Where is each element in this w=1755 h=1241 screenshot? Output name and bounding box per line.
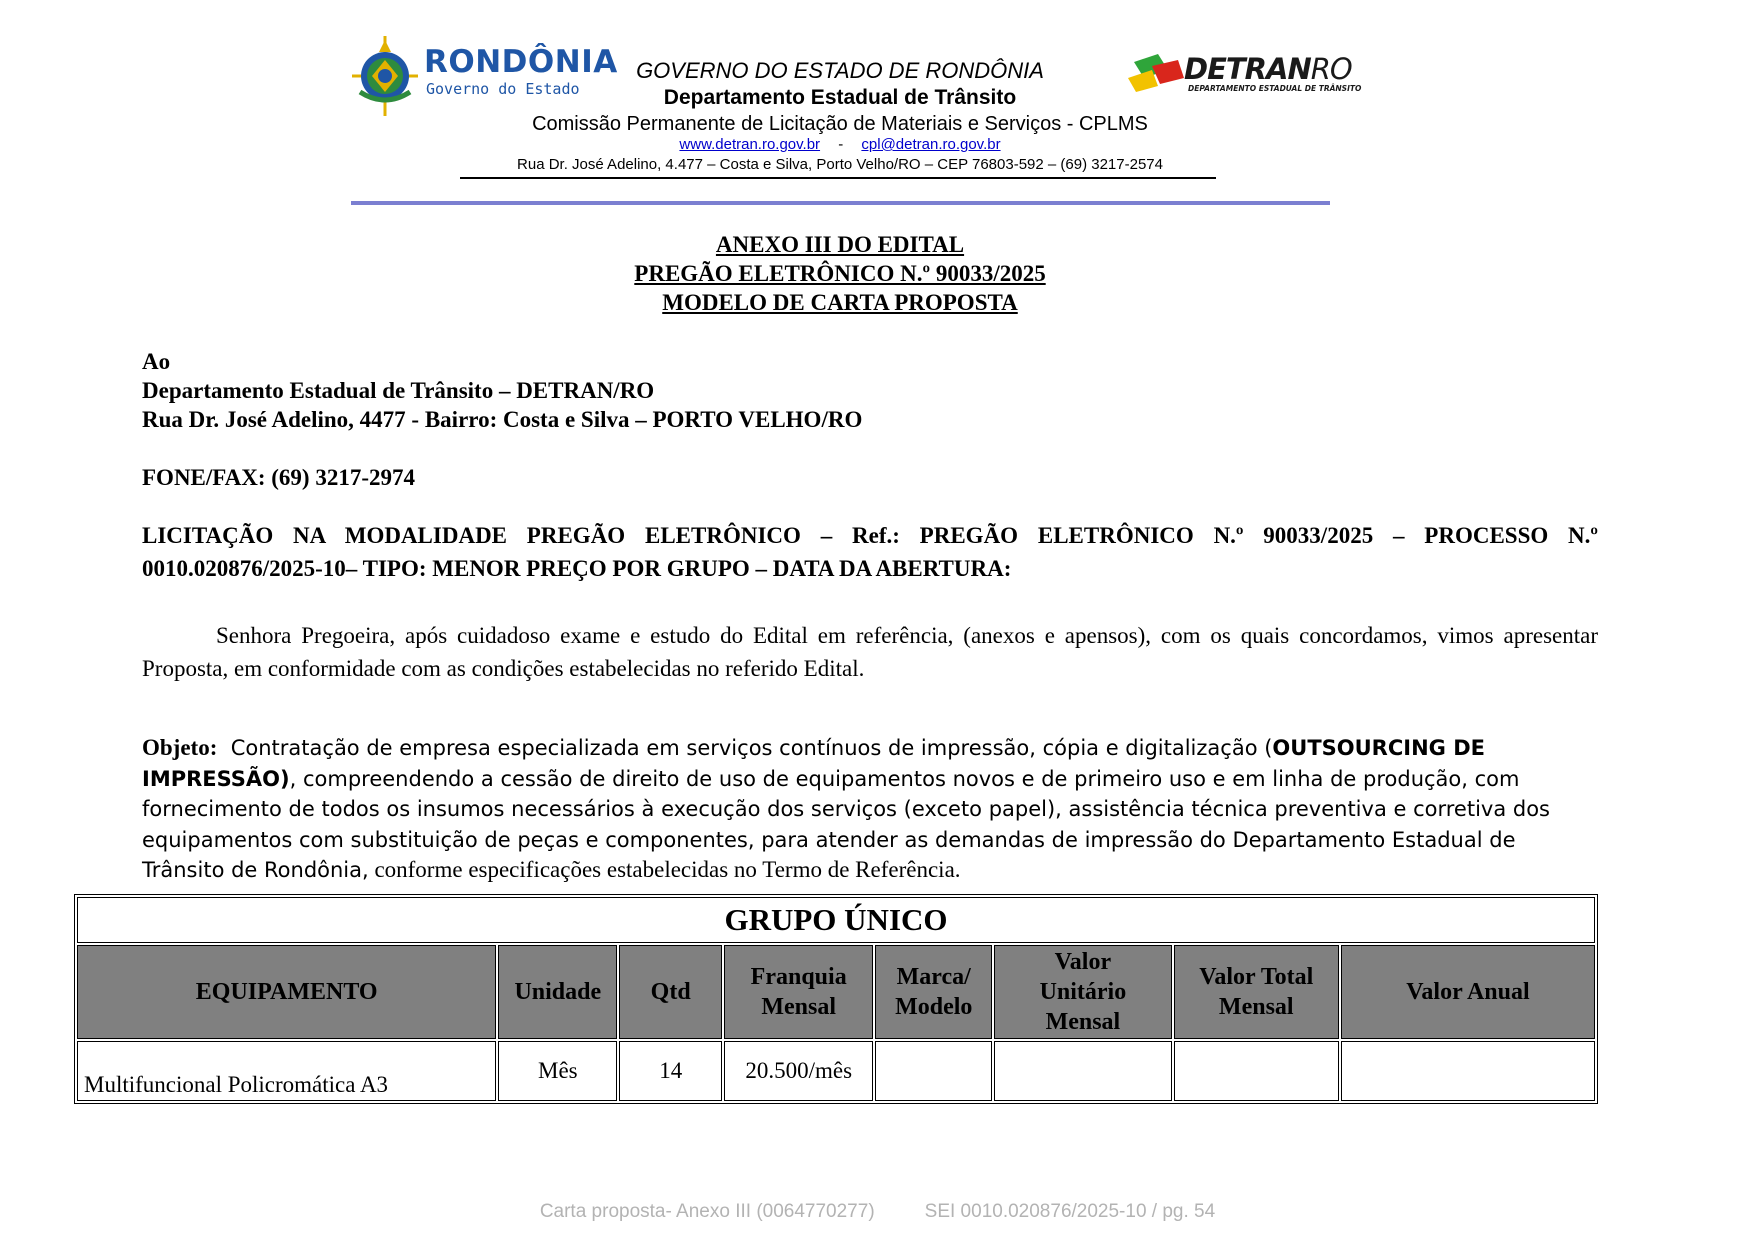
cell-unit: Mês [498,1041,617,1101]
cell-equipment: Multifuncional Policromática A3 [77,1041,496,1101]
header-address: Rua Dr. José Adelino, 4.477 – Costa e Silva, Porto Velho/RO – CEP 76803-592 – (69) 3217-2574 [517,156,1163,173]
link-separator: - [838,136,844,153]
annex-title: ANEXO III DO EDITAL [715,232,965,257]
recipient-name: Departamento Estadual de Trânsito – DETRAN/RO [142,378,655,403]
rondonia-logo-subtitle: Governo do Estado [426,80,580,98]
department-name: Departamento Estadual de Trânsito [663,86,1017,109]
website-link[interactable]: www.detran.ro.gov.br [679,136,821,153]
object-emphasis: OUTSOURCING DE IMPRESSÃO) [142,736,1485,791]
page-footer [0,1201,1755,1223]
contact-links [0,136,1680,153]
cell-franchise: 20.500/mês [724,1041,873,1101]
footer-document: Carta proposta- Anexo III (0064770277) [539,1201,875,1222]
header-unit: Unidade [498,945,617,1039]
auction-title: PREGÃO ELETRÔNICO N.º 90033/2025 [634,261,1046,286]
object-text-2: , compreendendo a cessão de direito de uso de equipamentos novos e de primeiro uso e em linha de produção, com fornecimento de todos os insumos necessários à execução dos serviços (exceto papel), assistência técnica preventiva e corretiva dos equipamentos com substituição de peças e componentes, para atender as demandas de impressão do Departamento Estadual de Trânsito de Rondônia, [142,766,1550,882]
government-name: GOVERNO DO ESTADO DE RONDÔNIA [636,58,1044,83]
group-title: GRUPO ÚNICO [77,897,1595,943]
footer-sei: SEI 0010.020876/2025-10 / pg. 54 [924,1201,1216,1222]
object-text-1: Contratação de empresa especializada em serviços contínuos de impressão, cópia e digitalização ( [230,736,1273,760]
proposal-table [74,894,1598,1104]
header-unit-value: Valor Unitário Mensal [994,945,1171,1039]
recipient-phone: FONE/FAX: (69) 3217-2974 [142,465,415,490]
rondonia-logo-text: RONDÔNIA [424,44,618,80]
header-brand-model: Marca/ Modelo [875,945,992,1039]
tender-reference: LICITAÇÃO NA MODALIDADE PREGÃO ELETRÔNICO – Ref.: PREGÃO ELETRÔNICO N.º 90033/2025 – PROCESSO N.º 0010.020876/2025-10– TIPO: MENOR PREÇO POR GRUPO – DATA DA ABERTURA: [142,523,1598,581]
object-paragraph [142,733,1590,886]
recipient-to: Ao [142,349,171,374]
header-equipment: EQUIPAMENTO [77,945,496,1039]
object-text-3: conforme especificações estabelecidas no Termo de Referência. [368,857,961,882]
cell-qty: 14 [619,1041,722,1101]
table-row [77,1041,1595,1101]
cell-annual [1341,1041,1595,1101]
detran-logo-text: DETRANRO [1184,52,1352,86]
detran-logo-subtitle: DEPARTAMENTO ESTADUAL DE TRÂNSITO [1188,84,1362,93]
header-annual: Valor Anual [1341,945,1595,1039]
cell-brand-model [875,1041,992,1101]
header-qty: Qtd [619,945,722,1039]
intro-paragraph: Senhora Pregoeira, após cuidadoso exame e estudo do Edital em referência, (anexos e apensos), com os quais concordamos, vimos apresentar Proposta, em conformidade com as condições estabelecidas no referido Edital. [142,623,1598,681]
object-label: Objeto: [142,735,218,760]
header-franchise: Franquia Mensal [724,945,873,1039]
commission-name: Comissão Permanente de Licitação de Materiais e Serviços - CPLMS [532,113,1148,135]
cell-total-monthly [1174,1041,1339,1101]
recipient-address: Rua Dr. José Adelino, 4477 - Bairro: Costa e Silva – PORTO VELHO/RO [142,407,863,432]
model-title: MODELO DE CARTA PROPOSTA [662,290,1018,315]
header-blue-rule [351,201,1330,205]
email-link[interactable]: cpl@detran.ro.gov.br [861,136,1001,153]
cell-unit-value [994,1041,1171,1101]
header-total-monthly: Valor Total Mensal [1174,945,1339,1039]
header-divider [460,177,1216,179]
